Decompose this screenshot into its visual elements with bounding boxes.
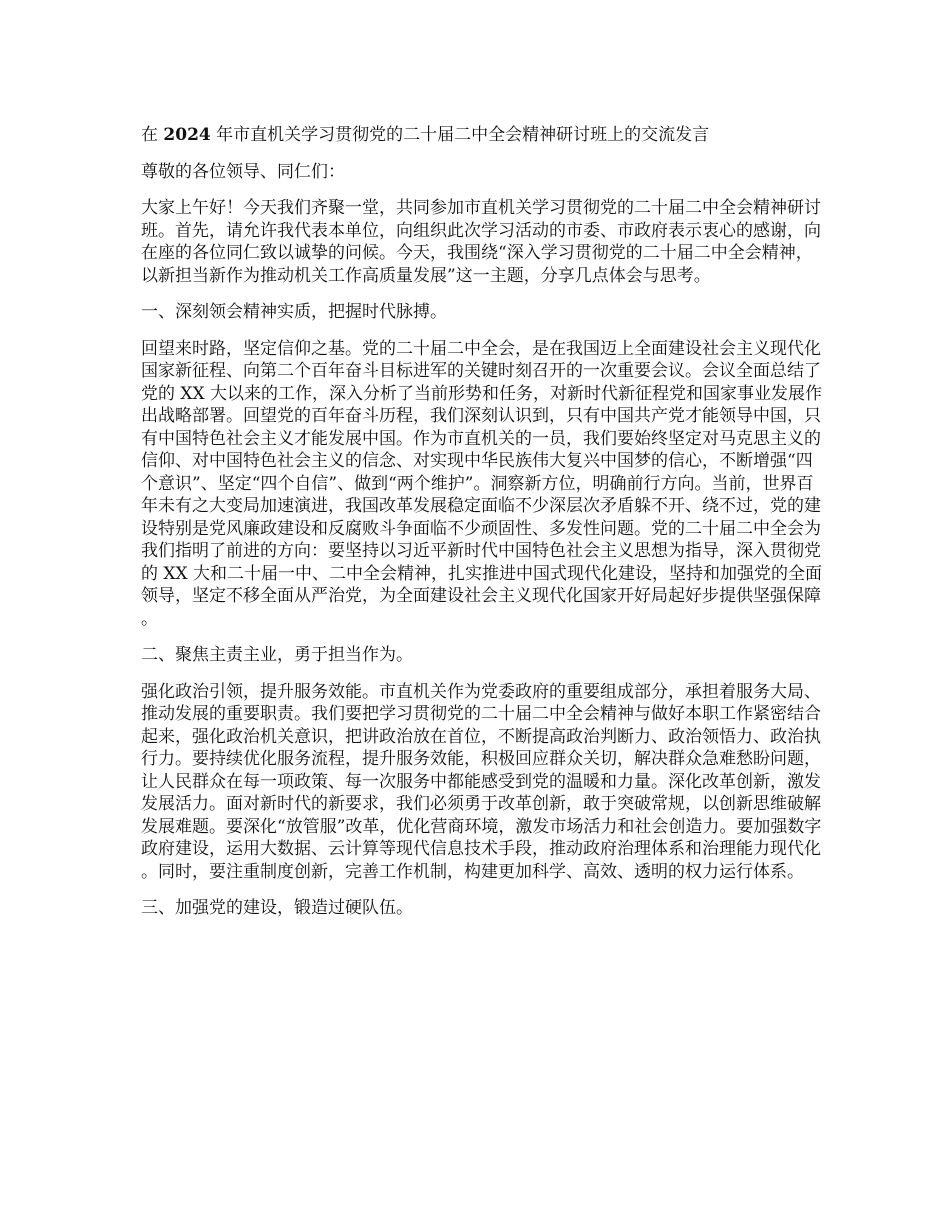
document-title: 在 2024 年市直机关学习贯彻党的二十届二中全会精神研讨班上的交流发言 [141,125,710,145]
section-heading-3: 三、加强党的建设，锻造过硬队伍。 [141,898,413,918]
section-heading-1: 一、深刻领会精神实质，把握时代脉搏。 [141,302,447,322]
section-heading-2: 二、聚焦主责主业，勇于担当作为。 [141,645,413,665]
paragraph-section-2: 强化政治引领，提升服务效能。市直机关作为党委政府的重要组成部分，承担着服务大局、推动发展的重要职责。我们要把学习贯彻党的二十届二中全会精神与做好本职工作紧密结合起来，强化政治机关意识，把讲政治放在首位，不断提高政治判断力、政治领悟力、政治执行力。要持续优化服务流程，提升服务效能，积极回应群众关切，解决群众急难愁盼问题，让人民群众在每一项政策、每一次服务中都能感受到党的温暖和力量。深化改革创新，激发发展活力。面对新时代的新要求，我们必须勇于改革创新，敢于突破常规，以创新思维破解发展难题。要深化“放管服”改革，优化营商环境，激发市场活力和社会创造力。要加强数字政府建设，运用大数据、云计算等现代信息技术手段，推动政府治理体系和治理能力现代化。同时，要注重制度创新，完善工作机制，构建更加科学、高效、透明的权力运行体系。 [141,681,822,882]
paragraph-opening: 大家上午好！今天我们齐聚一堂，共同参加市直机关学习贯彻党的二十届二中全会精神研讨班。首先，请允许我代表本单位，向组织此次学习活动的市委、市政府表示衷心的感谢，向在座的各位同仁致以诚挚的问候。今天，我围绕“深入学习贯彻党的二十届二中全会精神，以新担当新作为推动机关工作高质量发展”这一主题，分享几点体会与思考。 [141,198,821,286]
title-year: 2024 [163,125,211,145]
salutation: 尊敬的各位领导、同仁们： [141,161,345,182]
document-body [141,124,826,934]
paragraph-section-1: 回望来时路，坚定信仰之基。党的二十届二中全会，是在我国迈上全面建设社会主义现代化国家新征程、向第二个百年奋斗目标进军的关键时刻召开的一次重要会议。会议全面总结了党的 XX 大以来的工作，深入分析了当前形势和任务，对新时代新征程党和国家事业发展作出战略部署。回望党的百年奋斗历程，我们深刻认识到，只有中国共产党才能领导中国，只有中国特色社会主义才能发展中国。作为市直机关的一员，我们要始终坚定对马克思主义的信仰、对中国特色社会主义的信念、对实现中华民族伟大复兴中国梦的信心，不断增强“四个意识”、坚定“四个自信”、做到“两个维护”。洞察新方位，明确前行方向。当前，世界百年未有之大变局加速演进，我国改革发展稳定面临不少深层次矛盾躲不开、绕不过，党的建设特别是党风廉政建设和反腐败斗争面临不少顽固性、多发性问题。党的二十届二中全会为我们指明了前进的方向：要坚持以习近平新时代中国特色社会主义思想为指导，深入贯彻党的 XX 大和二十届一中、二中全会精神，扎实推进中国式现代化建设，坚持和加强党的全面领导，坚定不移全面从严治党，为全面建设社会主义现代化国家开好局起好步提供坚强保障。 [141,338,823,629]
